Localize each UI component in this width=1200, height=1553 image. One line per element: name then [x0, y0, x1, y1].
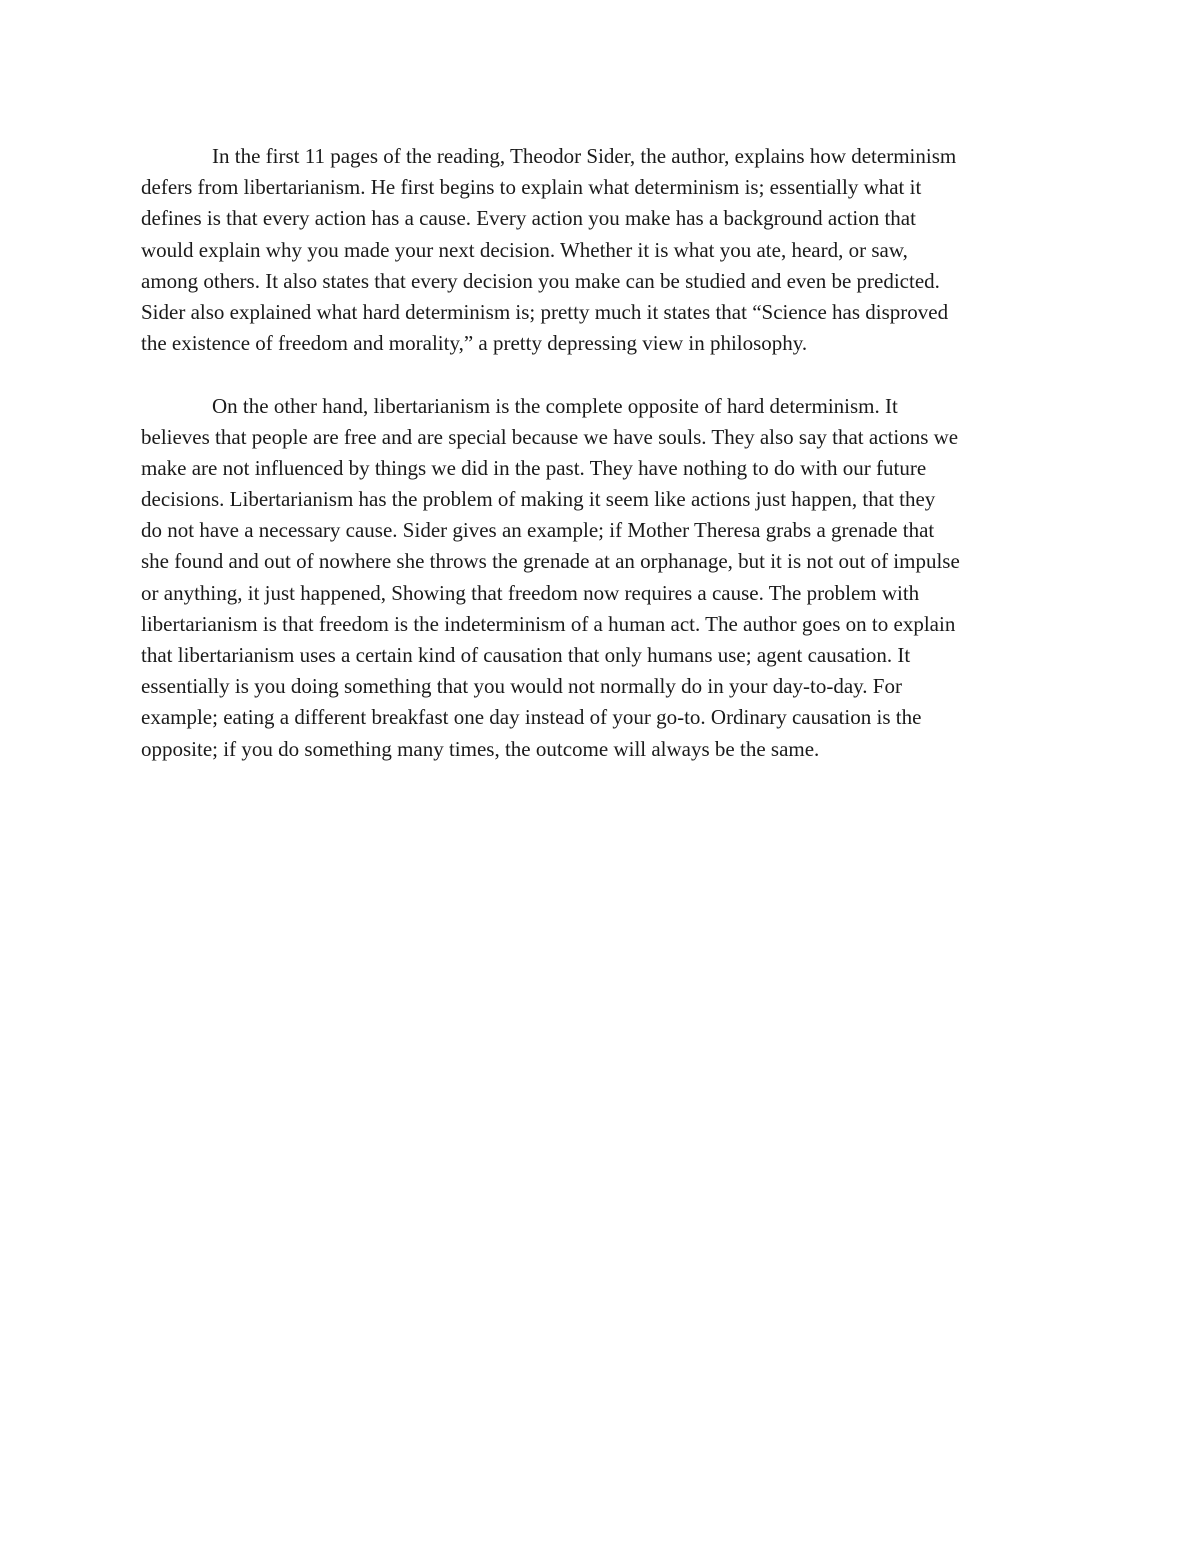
paragraph-1 — [141, 141, 1081, 359]
paragraph-2 — [141, 391, 1081, 765]
paragraph-line: example; eating a different breakfast one day instead of your go-to. Ordinary causation is the — [141, 705, 922, 730]
paragraph-line: defines is that every action has a cause. Every action you make has a background action that — [141, 206, 916, 231]
paragraph-line: decisions. Libertarianism has the problem of making it seem like actions just happen, that they — [141, 487, 936, 512]
paragraph-line: In the first 11 pages of the reading, Theodor Sider, the author, explains how determinism — [212, 144, 957, 168]
paragraph-line: On the other hand, libertarianism is the complete opposite of hard determinism. It — [212, 393, 898, 418]
paragraph-line: among others. It also states that every decision you make can be studied and even be predicted. — [141, 268, 940, 293]
paragraph-line: make are not influenced by things we did in the past. They have nothing to do with our future — [141, 455, 927, 480]
paragraph-line: she found and out of nowhere she throws the grenade at an orphanage, but it is not out of impulse — [141, 549, 960, 574]
paragraph-line: defers from libertarianism. He first begins to explain what determinism is; essentially what it — [141, 175, 922, 200]
paragraph-line: opposite; if you do something many times, the outcome will always be the same. — [141, 736, 820, 761]
paragraph-line: would explain why you made your next decision. Whether it is what you ate, heard, or saw, — [141, 237, 908, 262]
paragraph-line: the existence of freedom and morality,” a pretty depressing view in philosophy. — [141, 331, 808, 356]
paragraph-line: or anything, it just happened, Showing that freedom now requires a cause. The problem with — [141, 580, 920, 605]
paragraph-line: that libertarianism uses a certain kind of causation that only humans use; agent causation. It — [141, 643, 911, 667]
paragraph-line: Sider also explained what hard determinism is; pretty much it states that “Science has disproved — [141, 299, 949, 324]
paragraph-line: believes that people are free and are special because we have souls. They also say that actions we — [141, 424, 959, 449]
document-body — [141, 141, 1081, 765]
paragraph-line: essentially is you doing something that you would not normally do in your day-to-day. For — [141, 674, 902, 699]
paragraph-line: libertarianism is that freedom is the indeterminism of a human act. The author goes on to explain — [141, 611, 956, 636]
paragraph-spacer — [141, 359, 1081, 390]
paragraph-line: do not have a necessary cause. Sider gives an example; if Mother Theresa grabs a grenade that — [141, 518, 935, 543]
